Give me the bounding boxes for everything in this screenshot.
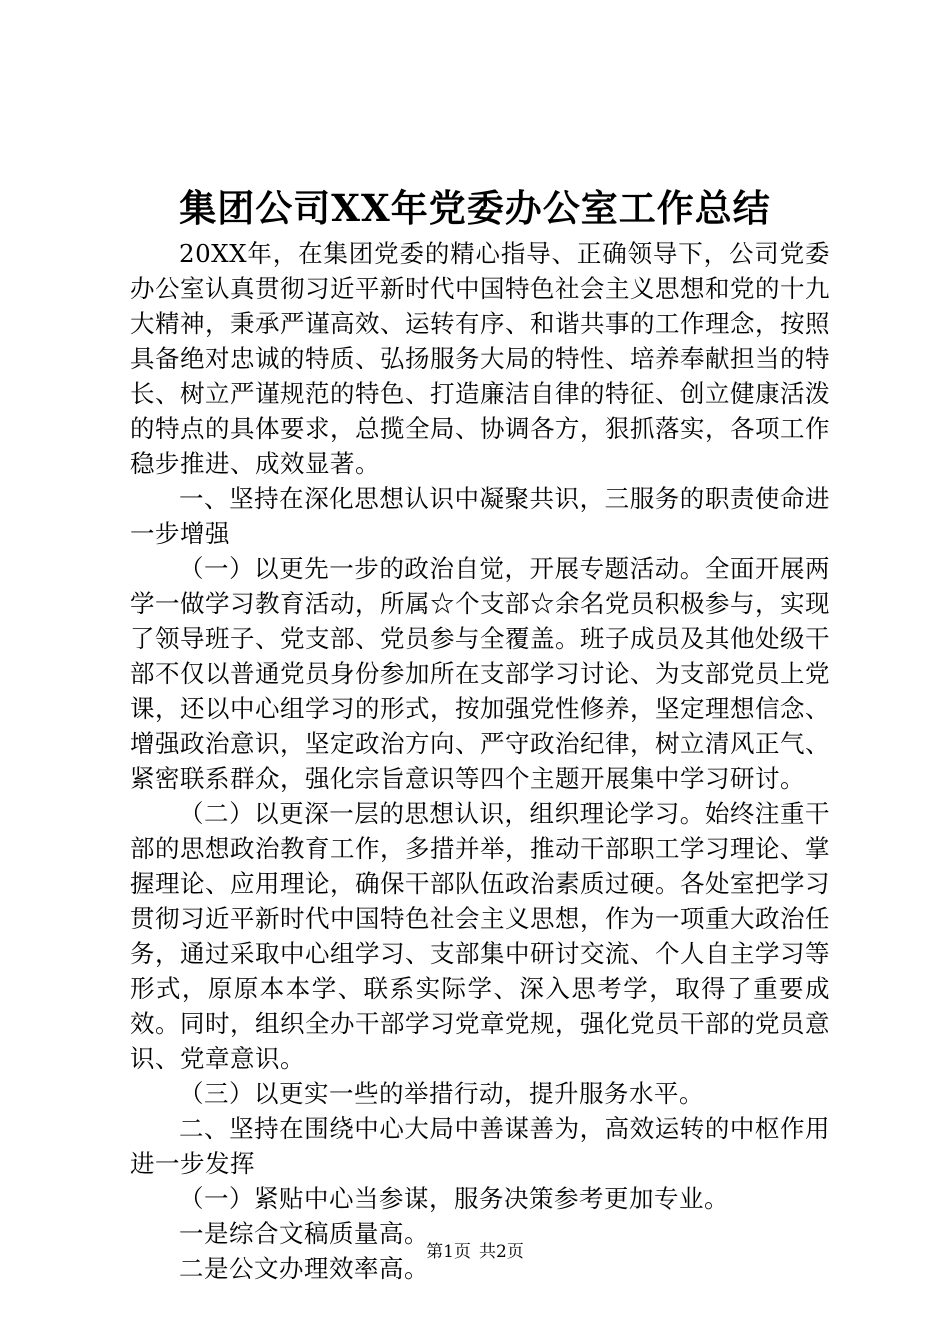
list-item-1: 一是综合文稿质量高。 — [179, 1219, 429, 1248]
list-item-2: 二是公文办理效率高。 — [179, 1254, 429, 1283]
paragraph-2-1: （一）紧贴中心当参谋，服务决策参考更加专业。 — [179, 1184, 729, 1213]
paragraph-1-3: （三）以更实一些的举措行动，提升服务水平。 — [179, 1079, 704, 1108]
document-body — [130, 236, 830, 1286]
page-number: 第1页 — [426, 1242, 471, 1262]
paragraph-intro: 20XX年，在集团党委的精心指导、正确领导下，公司党委办公室认真贯彻习近平新时代中国特色社会主义思想和党的十九大精神，秉承严谨高效、运转有序、和谐共事的工作理念，按照具备绝对忠诚的特质、弘扬服务大局的特性、培养奉献担当的特长、树立严谨规范的特色、打造廉洁自律的特征、创立健康活泼的特点的具体要求，总揽全局、协调各方，狠抓落实，各项工作稳步推进、成效显著。 — [130, 239, 830, 478]
paragraph-1-2: （二）以更深一层的思想认识，组织理论学习。始终注重干部的思想政治教育工作，多措并举，推动干部职工学习理论、掌握理论、应用理论，确保干部队伍政治素质过硬。各处室把学习贯彻习近平新时代中国特色社会主义思想，作为一项重大政治任务，通过采取中心组学习、支部集中研讨交流、个人自主学习等形式，原原本本学、联系实际学、深入思考学，取得了重要成效。同时，组织全办干部学习党章党规，强化党员干部的党员意识、党章意识。 — [130, 799, 830, 1073]
page-total: 共2页 — [479, 1242, 524, 1262]
page-footer — [0, 1240, 950, 1264]
document-title: 集团公司XX年党委办公室工作总结 — [179, 186, 771, 230]
paragraph-1-1: （一）以更先一步的政治自觉，开展专题活动。全面开展两学一做学习教育活动，所属☆个支部☆余名党员积极参与，实现了领导班子、党支部、党员参与全覆盖。班子成员及其他处级干部不仅以普通党员身份参加所在支部学习讨论、为支部党员上党课，还以中心组学习的形式，按加强党性修养，坚定理想信念、增强政治意识，坚定政治方向、严守政治纪律，树立清风正气、紧密联系群众，强化宗旨意识等四个主题开展集中学习研讨。 — [130, 554, 830, 793]
section-heading-2: 二、坚持在围绕中心大局中善谋善为，高效运转的中枢作用进一步发挥 — [130, 1114, 830, 1178]
section-heading-1: 一、坚持在深化思想认识中凝聚共识，三服务的职责使命进一步增强 — [130, 484, 830, 548]
